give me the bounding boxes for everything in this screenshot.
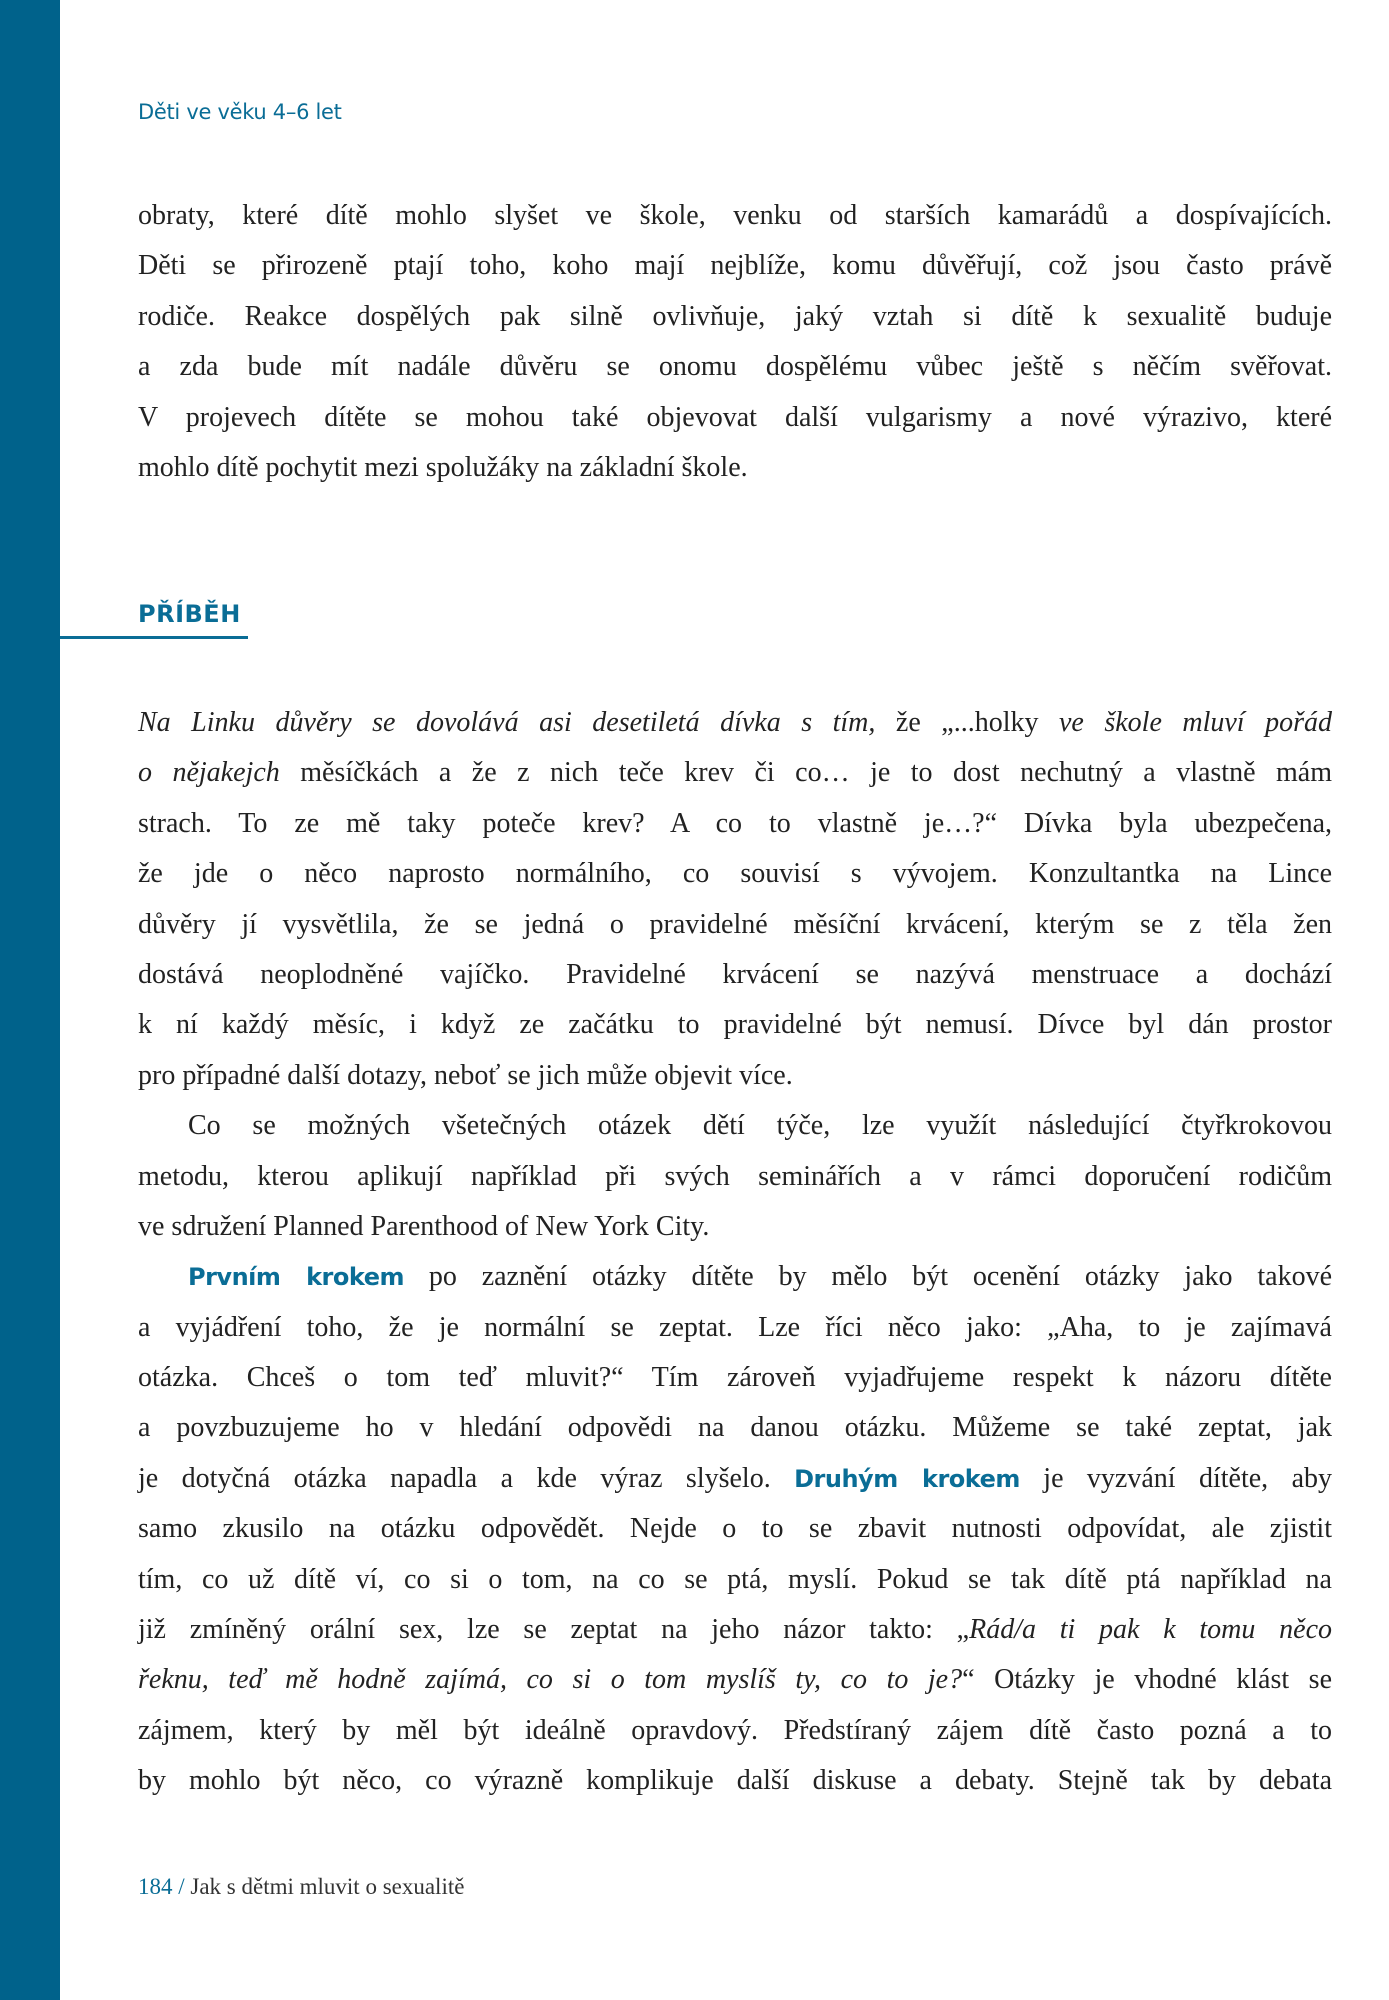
page-footer bbox=[138, 1874, 464, 1900]
text-segment: samo zkusilo na otázku odpovědět. Nejde o to se zbavit nutnosti odpovídat, ale zjistit bbox=[138, 1513, 1332, 1545]
text-segment: po zaznění otázky dítěte by mělo být ocenění otázky jako takové bbox=[404, 1261, 1333, 1293]
text-line bbox=[138, 799, 1332, 849]
text-line bbox=[138, 241, 1332, 291]
italic-text: řeknu, teď mě hodně zajímá, co si o tom myslíš ty, co to je? bbox=[138, 1664, 963, 1696]
text-segment: Co se možných všetečných otázek dětí týče, lze využít následující čtyřkrokovou bbox=[188, 1110, 1332, 1142]
text-line bbox=[138, 1605, 1332, 1655]
text-line bbox=[138, 443, 1332, 493]
highlighted-term: Druhým krokem bbox=[794, 1464, 1020, 1493]
text-segment: tím, co už dítě ví, co si o tom, na co se ptá, myslí. Pokud se tak dítě ptá například na bbox=[138, 1563, 1332, 1595]
text-line bbox=[138, 950, 1332, 1000]
text-line bbox=[138, 342, 1332, 392]
text-line bbox=[138, 1101, 1332, 1151]
italic-text: ve škole mluví pořád bbox=[1058, 707, 1332, 738]
text-line bbox=[138, 1252, 1332, 1302]
text-segment: pro případné další dotazy, neboť se jich může objevit více. bbox=[138, 1059, 793, 1091]
text-line bbox=[138, 1051, 1332, 1101]
text-line bbox=[138, 748, 1332, 798]
book-title: Jak s dětmi mluvit o sexualitě bbox=[190, 1874, 465, 1899]
italic-text: o nějakejch bbox=[138, 757, 280, 789]
text-line bbox=[138, 900, 1332, 950]
text-line bbox=[138, 292, 1332, 342]
text-line bbox=[138, 1000, 1332, 1050]
text-line bbox=[138, 1403, 1332, 1453]
text-segment: metodu, kterou aplikují například při svých seminářích a v rámci doporučení rodičům bbox=[138, 1160, 1332, 1192]
text-segment: že „...holky bbox=[875, 707, 1059, 738]
highlighted-term: Prvním krokem bbox=[188, 1263, 404, 1292]
text-segment: a povzbuzujeme ho v hledání odpovědi na danou otázku. Můžeme se také zeptat, jak bbox=[138, 1412, 1332, 1444]
text-segment: mohlo dítě pochytit mezi spolužáky na základní škole. bbox=[138, 451, 748, 483]
text-line bbox=[138, 1706, 1332, 1756]
text-line bbox=[138, 191, 1332, 241]
text-segment: strach. To ze mě taky poteče krev? A co to vlastně je…?“ Dívka byla ubezpečena, bbox=[138, 807, 1332, 839]
text-line bbox=[138, 1504, 1332, 1554]
text-segment: “ Otázky je vhodné klást se bbox=[962, 1664, 1332, 1696]
story-text bbox=[138, 698, 1332, 1807]
text-segment: je dotyčná otázka napadla a kde výraz slyšelo. bbox=[138, 1462, 795, 1494]
text-segment: a vyjádření toho, že je normální se zeptat. Lze říci něco jako: „Aha, to je zajímavá bbox=[138, 1311, 1332, 1343]
text-line bbox=[138, 698, 1332, 748]
text-segment: že jde o něco naprosto normálního, co souvisí s vývojem. Konzultantka na Lince bbox=[138, 858, 1332, 890]
italic-text: Na Linku důvěry se dovolává asi desetiletá dívka s tím, bbox=[138, 707, 876, 738]
text-segment: by mohlo být něco, co výrazně komplikuje další diskuse a debaty. Stejně tak by debata bbox=[138, 1765, 1332, 1797]
text-segment: měsíčkách a že z nich teče krev či co… je to dost nechutný a vlastně mám bbox=[279, 757, 1332, 789]
text-line bbox=[138, 1202, 1332, 1252]
text-segment: již zmíněný orální sex, lze se zeptat na jeho názor takto: „ bbox=[138, 1614, 970, 1646]
intro-paragraph bbox=[138, 191, 1332, 493]
section-heading: PŘÍBĚH bbox=[138, 600, 241, 628]
text-segment: zájmem, který by měl být ideálně opravdový. Předstíraný zájem dítě často pozná a to bbox=[138, 1714, 1332, 1746]
text-line bbox=[138, 1655, 1332, 1705]
text-segment: důvěry jí vysvětlila, že se jedná o pravidelné měsíční krvácení, kterým se z těla žen bbox=[138, 908, 1332, 940]
text-line bbox=[138, 393, 1332, 443]
text-line bbox=[138, 1152, 1332, 1202]
page-number: 184 / bbox=[138, 1874, 185, 1899]
text-segment: k ní každý měsíc, i když ze začátku to pravidelné být nemusí. Dívce byl dán prostor bbox=[138, 1009, 1332, 1041]
running-head: Děti ve věku 4–6 let bbox=[138, 100, 342, 124]
text-line bbox=[138, 1555, 1332, 1605]
sidebar-color-band bbox=[0, 0, 60, 2000]
text-segment: V projevech dítěte se mohou také objevovat další vulgarismy a nové výrazivo, které bbox=[138, 401, 1332, 433]
text-segment: a zda bude mít nadále důvěru se onomu dospělému vůbec ještě s něčím svěřovat. bbox=[138, 351, 1332, 383]
text-segment: ve sdružení Planned Parenthood of New York City. bbox=[138, 1210, 710, 1242]
text-line bbox=[138, 1756, 1332, 1806]
text-line bbox=[138, 849, 1332, 899]
text-segment: obraty, které dítě mohlo slyšet ve škole, venku od starších kamarádů a dospívajících. bbox=[138, 200, 1332, 231]
text-line bbox=[138, 1454, 1332, 1504]
text-segment: rodiče. Reakce dospělých pak silně ovlivňuje, jaký vztah si dítě k sexualitě buduje bbox=[138, 300, 1332, 332]
text-line bbox=[138, 1303, 1332, 1353]
text-segment: Děti se přirozeně ptají toho, koho mají nejblíže, komu důvěřují, což jsou často právě bbox=[138, 250, 1332, 282]
heading-underline bbox=[60, 636, 248, 639]
text-segment: je vyzvání dítěte, aby bbox=[1019, 1462, 1333, 1494]
italic-text: Rád/a ti pak k tomu něco bbox=[969, 1614, 1332, 1646]
text-line bbox=[138, 1353, 1332, 1403]
text-segment: otázka. Chceš o tom teď mluvit?“ Tím zároveň vyjadřujeme respekt k názoru dítěte bbox=[138, 1362, 1332, 1394]
text-segment: dostává neoplodněné vajíčko. Pravidelné krvácení se nazývá menstruace a dochází bbox=[138, 958, 1332, 990]
